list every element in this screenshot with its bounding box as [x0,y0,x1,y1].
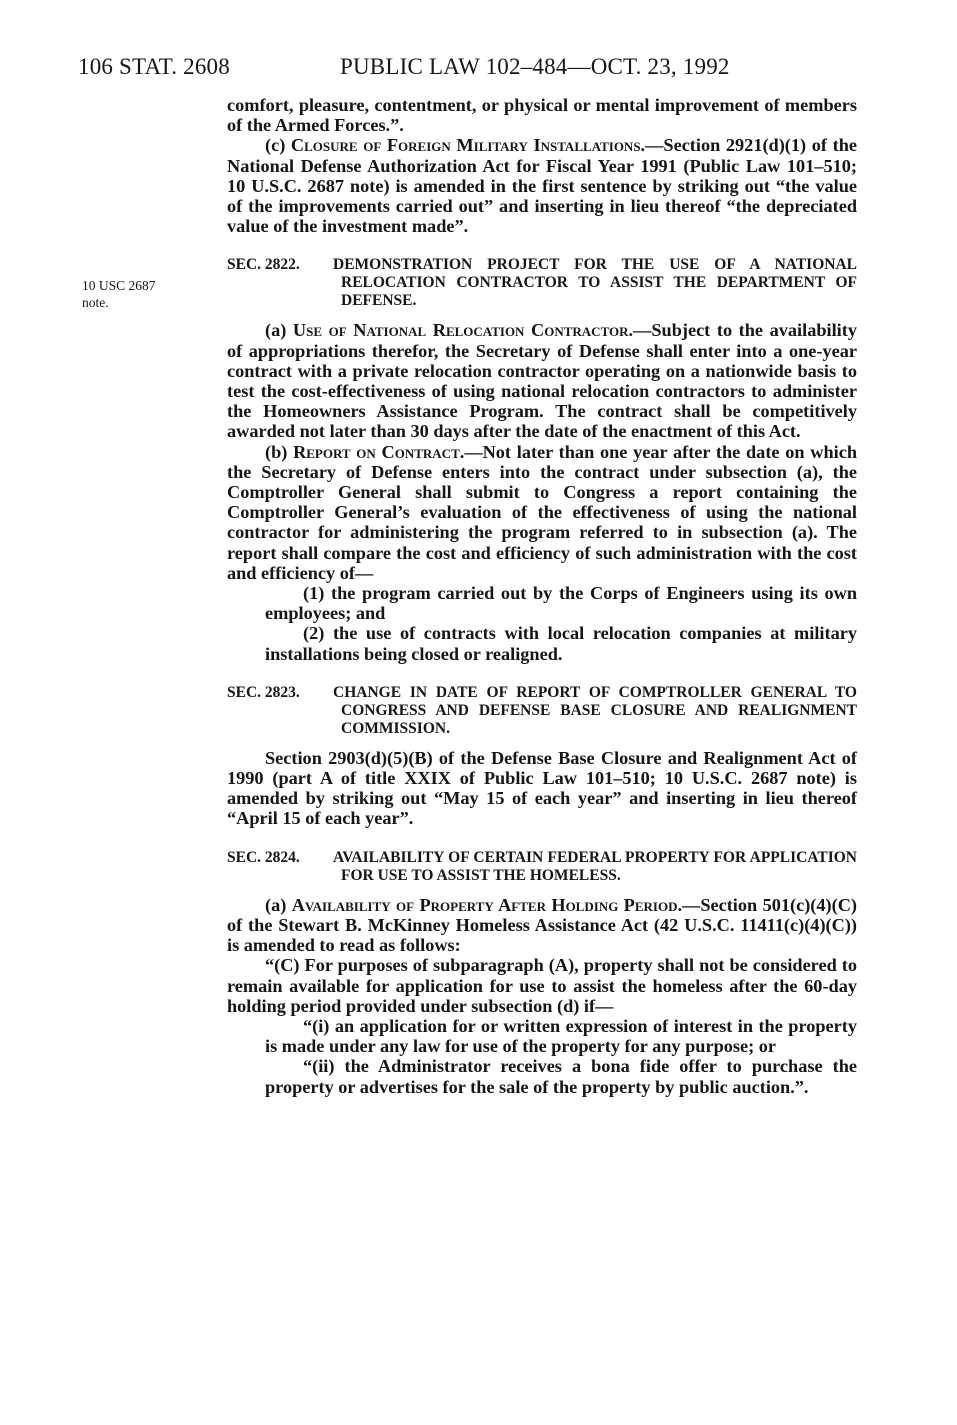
section-2824-heading [227,849,857,885]
paragraph-item-1: (1) the program carried out by the Corps of Engineers using its own employees; and [265,583,857,624]
section-number: SEC. 2824. [227,848,300,866]
quoted-subparagraph-c: “(C) For purposes of subparagraph (A), property shall not be considered to remain available for application for use to assist the homeless after the 60-day holding period provided under subsection (d) if— [227,955,857,1016]
section-2822-heading [227,256,857,310]
section-number: SEC. 2823. [227,683,300,701]
section-number: SEC. 2822. [227,256,300,274]
subsection-heading: Report on Contract. [293,441,465,462]
subsection-c: (c) Closure of Foreign Military Installations.—Section 2921(d)(1) of the National Defense Authorization Act for Fiscal Year 1991 (Public Law 101–510; 10 U.S.C. 2687 note) is amended in the first sentence by striking out “the value of the improvements carried out” and inserting in lieu thereof “the depreciated value of the investment made”. [227,135,857,237]
quoted-clause-i: “(i) an application for or written expression of interest in the property is made under any law for use of the property for any purpose; or [265,1015,857,1057]
section-2823-text: Section 2903(d)(5)(B) of the Defense Base Closure and Realignment Act of 1990 (part A of title XXIX of Public Law 101–510; 10 U.S.C. 2687 note) is amended by striking out “May 15 of each year” and inserting in lieu thereof “April 15 of each year”. [227,747,857,829]
margin-note-citation: 10 USC 2687 [82,278,156,293]
section-2822-subsection-a: (a) Use of National Relocation Contractor.—Subject to the availability of appropriations therefor, the Secretary of Defense shall enter into a one-year contract with a private relocation contractor operating on a nationwide basis to test the cost-effectiveness of using national relocation contractors to administer the Homeowners Assistance Program. The contract shall be competitively awarded not later than 30 days after the date of the enactment of this Act. [227,320,857,442]
running-head [78,54,878,84]
section-title: AVAILABILITY OF CERTAIN FEDERAL PROPERTY FOR APPLICATION FOR USE TO ASSIST THE HOMELESS. [333,848,857,884]
margin-note [82,277,222,311]
paragraph-item-2: (2) the use of contracts with local relocation companies at military installations being closed or realigned. [265,623,857,664]
stat-page-number: 106 STAT. 2608 [78,54,230,79]
section-title: DEMONSTRATION PROJECT FOR THE USE OF A NATIONAL RELOCATION CONTRACTOR TO ASSIST THE DEPARTMENT OF DEFENSE. [333,256,857,310]
subsection-c-heading: Closure of Foreign Military Installations. [290,135,646,156]
section-2823-heading [227,684,857,738]
public-law-title: PUBLIC LAW 102–484—OCT. 23, 1992 [340,54,730,79]
subsection-heading: Use of National Relocation Contractor. [292,320,634,341]
section-2824-subsection-a: (a) Availability of Property After Holding Period.—Section 501(c)(4)(C) of the Stewart B. McKinney Homeless Assistance Act (42 U.S.C. 11411(c)(4)(C)) is amended to read as follows: [227,894,857,956]
quoted-clause-ii: “(ii) the Administrator receives a bona fide offer to purchase the property or advertises for the sale of the property by public auction.”. [265,1056,857,1097]
subsection-heading: Availability of Property After Holding Period. [291,894,683,915]
body-text [227,95,857,1097]
section-title: CHANGE IN DATE OF REPORT OF COMPTROLLER GENERAL TO CONGRESS AND DEFENSE BASE CLOSURE AND REALIGNMENT COMMISSION. [333,683,857,737]
section-2822-subsection-b: (b) Report on Contract.—Not later than one year after the date on which the Secretary of Defense enters into the contract under subsection (a), the Comptroller General shall submit to Congress a report containing the Comptroller General’s evaluation of the effectiveness of using the national contractor for administering the program referred to in subsection (a). The report shall compare the cost and efficiency of such administration with the cost and efficiency of— [227,441,857,583]
margin-note-label: note. [82,295,109,310]
continuation-paragraph: comfort, pleasure, contentment, or physical or mental improvement of members of the Armed Forces.”. [227,95,857,136]
